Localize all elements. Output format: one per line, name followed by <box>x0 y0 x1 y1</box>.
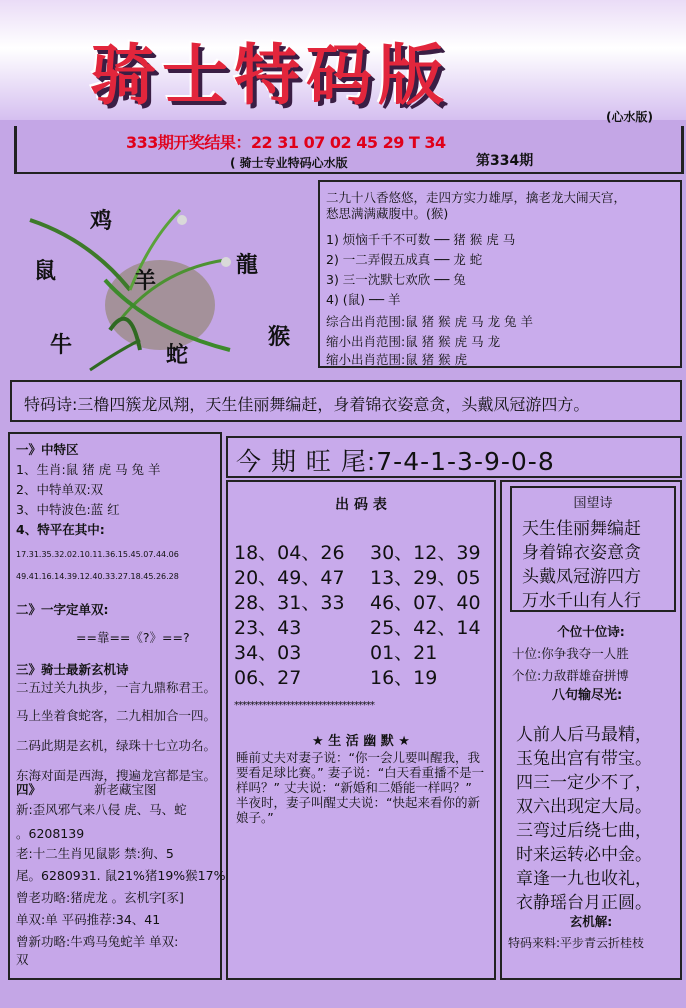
zodiac-label: 猴 <box>268 324 291 350</box>
code-cell: 34、03 <box>234 642 302 664</box>
treasure-line: 尾。6280931. 鼠21%猪19%猴17% <box>16 868 226 883</box>
results-numbers: 22 31 07 02 45 29 T 34 <box>250 133 446 152</box>
eight-line: 时来运转必中金。 <box>516 845 652 865</box>
eight-line: 人前人后马最精， <box>516 725 652 745</box>
tail-line <box>236 442 555 478</box>
treasure-line: 。6208139 <box>16 826 85 841</box>
guowang-line: 天生佳丽舞编赶 <box>522 519 641 539</box>
riddle-range: 缩小出肖范围:鼠 猪 猴 虎 马 龙 <box>326 334 501 349</box>
riddle-line: 愁思满满藏腹中。(猴) <box>326 206 449 221</box>
code-cell: 06、27 <box>234 667 302 689</box>
treasure-line: 双 <box>16 952 29 967</box>
color-pick: 3、中特波色:蓝 红 <box>16 502 120 517</box>
poem-bar <box>10 380 682 422</box>
right-column <box>500 480 682 980</box>
left-column <box>8 432 226 980</box>
tail-label: 今 期 旺 尾: <box>236 447 377 476</box>
eight-line: 双六出现定大局。 <box>516 797 652 817</box>
zodiac-label: 蛇 <box>166 342 189 368</box>
eight-line: 玉兔出宫有带宝。 <box>516 749 652 769</box>
poem-line: 二码此期是玄机，绿珠十七立功名。 <box>16 738 217 753</box>
code-cell: 25、42、14 <box>370 617 481 639</box>
guowang-box <box>510 486 676 612</box>
bottom-strip <box>0 984 686 1008</box>
zodiac-label: 羊 <box>134 268 157 294</box>
section-title: 新老藏宝图 <box>94 782 157 797</box>
poem-line: 马上坐着食蛇客，二九相加合一四。 <box>16 708 217 723</box>
range-title: 4、特平在其中: <box>16 522 105 537</box>
digit-line: 个位:力敌群雄奋拼博 <box>512 668 629 683</box>
code-cell: 23、43 <box>234 617 302 639</box>
zodiac-label: 牛 <box>50 332 73 358</box>
tail-value: 7-4-1-3-9-0-8 <box>376 447 555 476</box>
eight-line: 章逢一九也收礼， <box>516 869 652 889</box>
digit-line: 十位:你争我夺一人胜 <box>512 646 629 661</box>
code-cell: 01、21 <box>370 642 438 664</box>
riddle-range: 综合出肖范围:鼠 猪 猴 虎 马 龙 兔 羊 <box>326 314 534 329</box>
treasure-line: 单双:单 平码推荐:34、41 <box>16 912 161 927</box>
poem-text: 三橹四簇龙凤翔，天生佳丽舞编赶，身着锦衣姿意贪，头戴凤冠游四方。 <box>77 395 590 414</box>
zodiac-label: 鸡 <box>90 208 113 234</box>
section-title: 一》中特区 <box>16 442 79 457</box>
treasure-line: 曾新功略:牛鸡马兔蛇羊 单双: <box>16 934 179 949</box>
eight-line: 衣静瑶台月正圆。 <box>516 893 652 913</box>
code-cell: 28、31、33 <box>234 592 345 614</box>
star-divider: *********************************** <box>234 700 374 711</box>
zodiac-illustration <box>10 180 310 380</box>
page-title: 骑士特码版 <box>90 36 450 114</box>
riddle-item: 1) 烦恼千千不可数 ── 猪 猴 虎 马 <box>326 232 516 247</box>
code-cell: 20、49、47 <box>234 567 345 589</box>
guowang-line: 身着锦衣姿意贪 <box>522 543 641 563</box>
code-cell: 13、29、05 <box>370 567 481 589</box>
riddle-line: 二九十八香悠悠，走四方实力雄厚，擒老龙大闹天宫， <box>326 190 627 205</box>
zodiac-label: 龍 <box>236 252 259 278</box>
subtitle: ( 骑士专业特码心水版 <box>230 156 348 170</box>
poem-line: 二五过关九执步，一言九鼎称君王。 <box>16 680 217 695</box>
riddle-item: 2) 一二弄假五成真 ── 龙 蛇 <box>326 252 483 267</box>
code-cell: 16、19 <box>370 667 438 689</box>
poem-label: 特码诗: <box>24 395 78 414</box>
eight-title: 八句输尽光: <box>552 688 623 703</box>
riddle-box <box>318 180 682 368</box>
xuanji-text: 特码来料:平步青云折桂枝 <box>508 936 645 950</box>
guowang-title: 国望诗 <box>573 496 613 511</box>
results-line <box>126 130 446 153</box>
zodiac-pick: 1、生肖:鼠 猪 虎 马 兔 羊 <box>16 462 161 477</box>
guowang-line: 头戴凤冠游四方 <box>522 567 641 587</box>
parity-pick: 2、中特单双:双 <box>16 482 104 497</box>
eight-line: 三弯过后绕七曲， <box>516 821 652 841</box>
section-title: 三》骑士最新玄机诗 <box>16 662 129 677</box>
code-table <box>226 480 496 980</box>
results-label: 333期开奖结果： <box>126 133 251 152</box>
treasure-line: 新:歪风邪气来八侵 虎、马、蛇 <box>16 802 187 817</box>
code-table-title: 出 码 表 <box>335 497 387 513</box>
code-cell: 18、04、26 <box>234 542 345 564</box>
section-label: 四》 <box>16 782 42 797</box>
edition-tag: (心水版) <box>606 110 653 124</box>
range-numbers: 17.31.35.32.02.10.11.36.15.45.07.44.06 <box>16 550 179 559</box>
treasure-line: 老:十二生肖见鼠影 禁:狗、5 <box>16 846 174 861</box>
range-numbers: 49.41.16.14.39.12.40.33.27.18.45.26.28 <box>16 572 179 581</box>
riddle-range: 缩小出肖范围:鼠 猪 猴 虎 <box>326 352 468 367</box>
code-cell: 30、12、39 <box>370 542 481 564</box>
zodiac-label: 鼠 <box>34 258 57 284</box>
riddle-item: 4) (鼠) ── 羊 <box>326 292 401 307</box>
tail-bar <box>226 436 682 478</box>
guowang-line: 万水千山有人行 <box>522 591 641 611</box>
xuanji-title: 玄机解: <box>569 914 613 929</box>
riddle-item: 3) 三一沈默七欢欣 ── 兔 <box>326 272 466 287</box>
single-double-pick: ==靠==《?》==? <box>76 630 190 645</box>
digit-title: 个位十位诗: <box>557 624 625 639</box>
joke-body: 睡前丈夫对妻子说：“你一会儿要叫醒我，我要看足球比赛。” 妻子说：“白天看重播不是一样吗？” 丈夫说：“新婚和二婚能一样吗？” 半夜时，妻子叫醒丈夫说：“快起来看你的新娘子。” <box>236 750 485 825</box>
joke-title: ★ 生 活 幽 默 ★ <box>312 734 410 749</box>
poem-line: 东海对面是西海，搜遍龙宫都是宝。 <box>16 768 217 783</box>
section-title: 二》一字定单双: <box>16 602 109 617</box>
code-cell: 46、07、40 <box>370 592 481 614</box>
treasure-line: 曾老功略:猪虎龙 。玄机字[豕] <box>16 890 184 905</box>
eight-line: 四三一定少不了， <box>516 773 652 793</box>
issue-number: 第334期 <box>476 153 534 169</box>
poem-line <box>24 392 589 415</box>
